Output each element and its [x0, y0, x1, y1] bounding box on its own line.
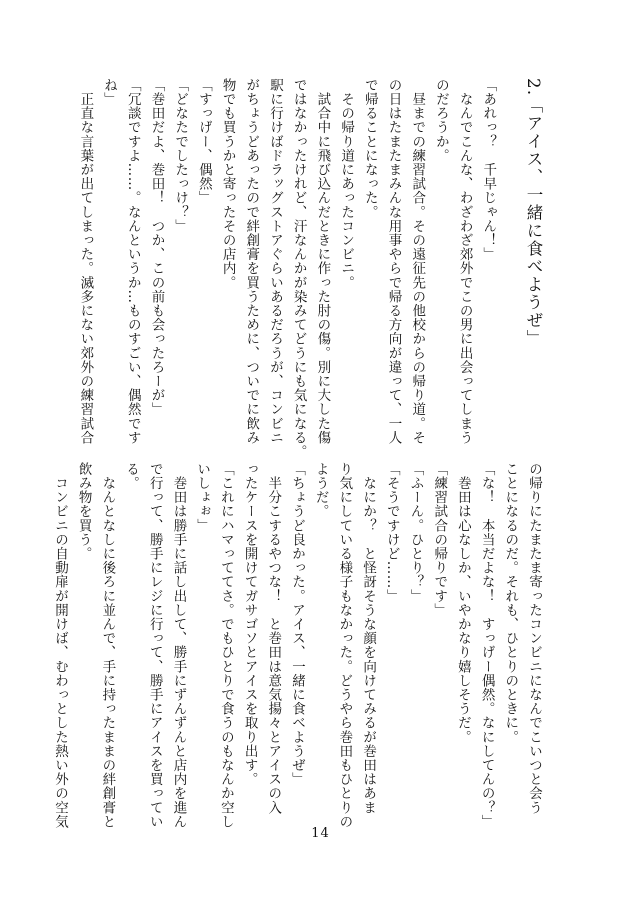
text-line: なにか？ と怪訝そうな顔を向けてみるが巻田はあま	[360, 462, 377, 815]
text-line: で帰ることになった。	[361, 78, 378, 219]
text-line: なんでこんな、わざわざ郊外でこの男に出会ってしまう	[456, 78, 473, 445]
text-line: コンビニの自動扉が開けば、むわっとした熱い外の空気	[51, 462, 68, 829]
text-block-top	[77, 78, 545, 459]
text-line: 「どなたでしたっけ？」	[172, 78, 189, 234]
text-line: ことになるのだ。それも、ひとりのときに。	[502, 462, 519, 744]
text-line: る。	[123, 462, 140, 491]
text-line: ったケースを開けてガサゴソとアイスを取り出す。	[241, 462, 258, 787]
text-line: 「あれっ？ 千早じゃん！」	[480, 78, 497, 262]
text-line: 「ちょうど良かった。アイス、一緒に食べようぜ」	[288, 462, 305, 787]
text-line: 「な！ 本当だよな！ すっげー偶然。なにしてんの？」	[478, 462, 495, 829]
text-line: で行って、勝手にレジに行って、勝手にアイスを買ってい	[146, 462, 163, 829]
text-line: ようだ。	[312, 462, 329, 519]
chapter-heading: 2.「アイス、一緒に食べようぜ」	[524, 78, 543, 348]
text-line: 巻田は勝手に話し出して、勝手にずんずんと店内を進ん	[170, 462, 187, 829]
text-line: がちょうどあったので絆創膏を買うために、ついでに飲み	[243, 78, 260, 445]
text-line: 「巻田だよ、巻田！ つか、この前も会ったろーが」	[148, 78, 165, 417]
text-line: 物でも買うかと寄ったその店内。	[219, 78, 236, 290]
text-line: 駅に行けばドラッグストアぐらいあるだろうが、コンビニ	[266, 78, 283, 445]
text-line: ね」	[101, 78, 118, 107]
text-line: 昼までの練習試合。その遠征先の他校からの帰り道。そ	[409, 78, 426, 445]
text-line: 「ふーん。ひとり？」	[407, 462, 424, 603]
text-line: 「練習試合の帰りです」	[431, 462, 448, 618]
text-line: 正直な言葉が出てしまった。滅多にない郊外の練習試合	[77, 78, 94, 445]
text-block-bottom	[51, 462, 545, 829]
text-line: 飲み物を買う。	[75, 462, 92, 561]
text-line: のだろうか。	[432, 78, 449, 163]
text-line: 半分こするやつな！ と巻田は意気揚々とアイスの入	[265, 462, 282, 815]
text-line: なんとなしに後ろに並んで、手に持ったままの絆創膏と	[99, 462, 116, 829]
text-line: 巻田は心なしか、いやかなり嬉しそうだ。	[454, 462, 471, 744]
text-line: 「すっげー、偶然」	[195, 78, 212, 205]
text-line: の帰りにたまたま寄ったコンビニになんでこいつと会う	[526, 462, 542, 815]
text-line: その帰り道にあったコンビニ。	[338, 78, 355, 290]
text-line: り気にしている様子もなかった。どうやら巻田もひとりの	[336, 462, 353, 829]
text-line: いしょぉ」	[194, 462, 211, 533]
text-line: の日はたまたまみんな用事やらで帰る方向が違って、一人	[385, 78, 402, 445]
text-line: 「冗談ですよ……。なんというか…ものすごい、偶然です	[124, 78, 141, 445]
text-line: ではなかったけれど、汗なんかが染みてどうにも気になる。	[290, 78, 307, 459]
text-line: 「これにハマっててさ。でもひとりで食うのもなんか空し	[217, 462, 234, 829]
text-line: 試合中に飛び込んだときに作った肘の傷。別に大した傷	[314, 78, 331, 445]
page-number: 14	[311, 826, 330, 841]
text-line: 「そうですけど……」	[383, 462, 400, 603]
